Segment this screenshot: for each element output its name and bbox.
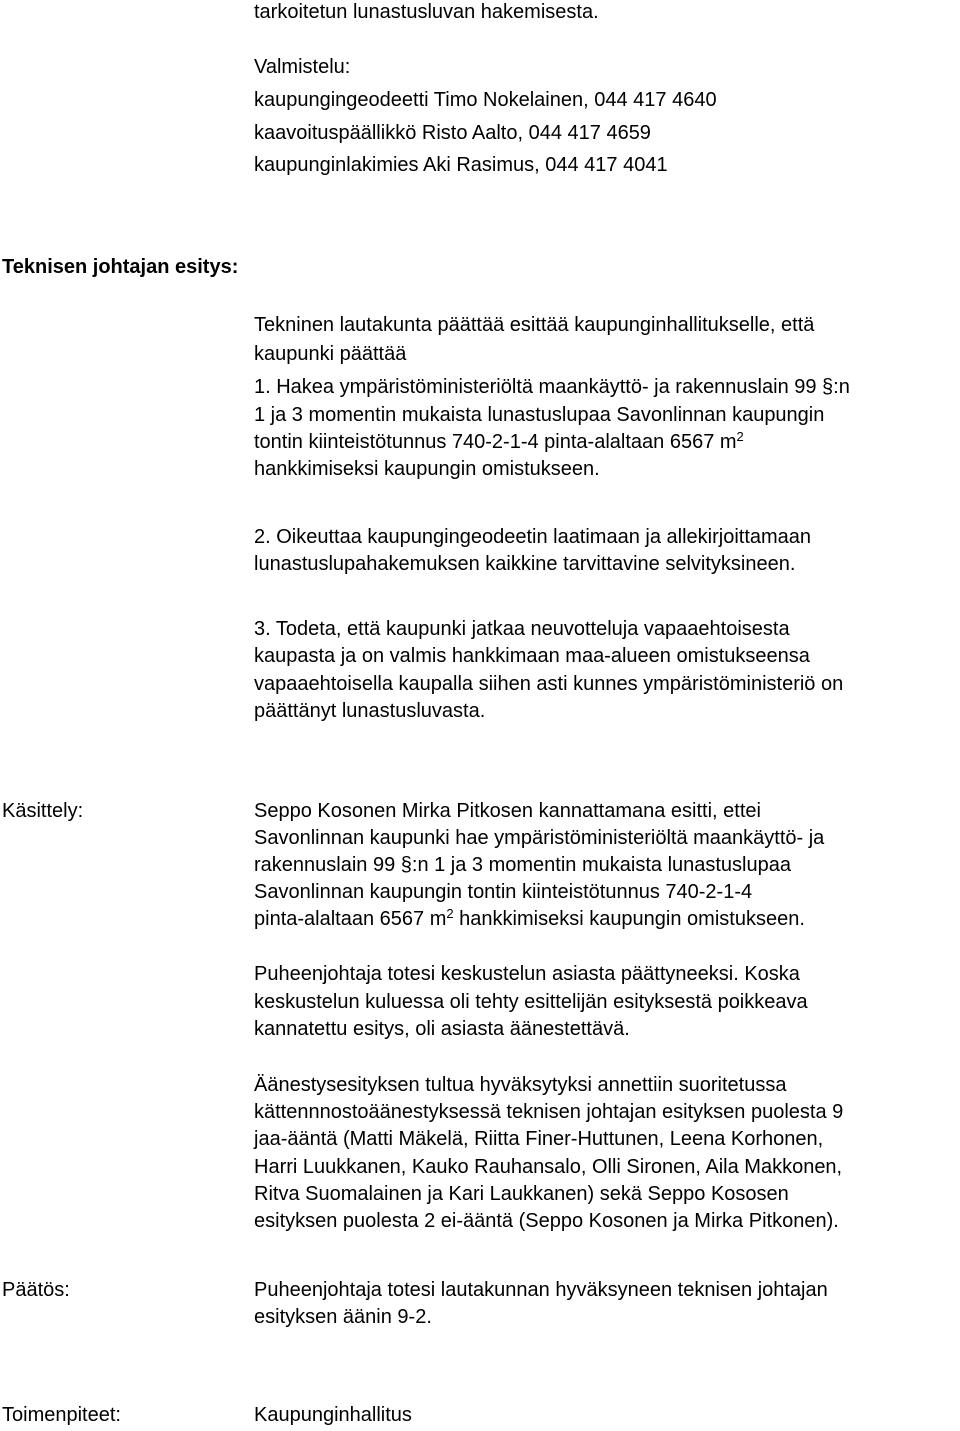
- esitys-item-1-line: [254, 430, 744, 456]
- kasittely-para-3-line: Ritva Suomalainen ja Kari Laukkanen) sekä Seppo Kososen: [254, 1183, 789, 1205]
- kasittely-para-1-text: pinta-alaltaan 6567 m: [254, 908, 447, 930]
- toimenpiteet-value: Kaupunginhallitus: [254, 1404, 412, 1426]
- superscript-2: 2: [446, 906, 454, 921]
- kasittely-para-1-line: rakennuslain 99 §:n 1 ja 3 momentin mukaista lunastuslupaa: [254, 854, 791, 876]
- esitys-item-3-line: vapaaehtoisella kaupalla siihen asti kunnes ympäristöministeriö on: [254, 673, 844, 695]
- kasittely-para-3-line: kättennnostoäänestyksessä teknisen johtajan esityksen puolesta 9: [254, 1101, 844, 1123]
- valmistelu-contact: kaavoituspäällikkö Risto Aalto, 044 417 4659: [254, 122, 651, 144]
- kasittely-para-1-line: Savonlinnan kaupunki hae ympäristöministeriöltä maankäyttö- ja: [254, 827, 825, 849]
- valmistelu-contact: kaupungingeodeetti Timo Nokelainen, 044 417 4640: [254, 89, 717, 111]
- valmistelu-contact: kaupunginlakimies Aki Rasimus, 044 417 4041: [254, 154, 668, 176]
- kasittely-para-1-tail: hankkimiseksi kaupungin omistukseen.: [453, 908, 805, 930]
- kasittely-para-2-line: kannatettu esitys, oli asiasta äänestettävä.: [254, 1018, 630, 1040]
- esitys-item-3-line: kaupasta ja on valmis hankkimaan maa-alueen omistukseensa: [254, 645, 810, 667]
- kasittely-para-2-line: Puheenjohtaja totesi keskustelun asiasta päättyneeksi. Koska: [254, 963, 800, 985]
- kasittely-para-1-line: [254, 907, 805, 933]
- toimenpiteet-label: Toimenpiteet:: [2, 1404, 121, 1426]
- superscript-2: 2: [736, 429, 744, 444]
- esitys-item-2-line: lunastuslupahakemuksen kaikkine tarvittavine selvityksineen.: [254, 553, 796, 575]
- valmistelu-heading: Valmistelu:: [254, 56, 351, 78]
- esitys-item-1-line: hankkimiseksi kaupungin omistukseen.: [254, 458, 600, 480]
- kasittely-para-1-line: Seppo Kosonen Mirka Pitkosen kannattamana esitti, ettei: [254, 800, 761, 822]
- paatos-line: Puheenjohtaja totesi lautakunnan hyväksyneen teknisen johtajan: [254, 1279, 828, 1301]
- paatos-line: esityksen äänin 9-2.: [254, 1306, 432, 1328]
- kasittely-label: Käsittely:: [2, 800, 84, 822]
- intro-line: tarkoitetun lunastusluvan hakemisesta.: [254, 1, 599, 23]
- kasittely-para-3-line: Äänestysesityksen tultua hyväksytyksi annettiin suoritetussa: [254, 1074, 787, 1096]
- esitys-item-1-line: 1. Hakea ympäristöministeriöltä maankäyttö- ja rakennuslain 99 §:n: [254, 376, 850, 398]
- kasittely-para-3-line: Harri Luukkanen, Kauko Rauhansalo, Olli Sironen, Aila Makkonen,: [254, 1156, 843, 1178]
- kasittely-para-2-line: keskustelun kuluessa oli tehty esittelijän esityksestä poikkeava: [254, 991, 808, 1013]
- esitys-item-3-line: 3. Todeta, että kaupunki jatkaa neuvotteluja vapaaehtoisesta: [254, 618, 790, 640]
- kasittely-para-3-line: esityksen puolesta 2 ei-ääntä (Seppo Kosonen ja Mirka Pitkonen).: [254, 1210, 839, 1232]
- esitys-item-1-text: tontin kiinteistötunnus 740-2-1-4 pinta-alaltaan 6567 m: [254, 431, 737, 453]
- esitys-intro-line: kaupunki päättää: [254, 343, 407, 365]
- esitys-item-2-line: 2. Oikeuttaa kaupungingeodeetin laatimaan ja allekirjoittamaan: [254, 526, 812, 548]
- esitys-item-1-line: 1 ja 3 momentin mukaista lunastuslupaa Savonlinnan kaupungin: [254, 404, 825, 426]
- paatos-label: Päätös:: [2, 1279, 70, 1301]
- esitys-label: Teknisen johtajan esitys:: [2, 256, 239, 278]
- esitys-item-3-line: päättänyt lunastusluvasta.: [254, 700, 486, 722]
- kasittely-para-3-line: jaa-ääntä (Matti Mäkelä, Riitta Finer-Huttunen, Leena Korhonen,: [254, 1128, 824, 1150]
- kasittely-para-1-line: Savonlinnan kaupungin tontin kiinteistötunnus 740-2-1-4: [254, 881, 753, 903]
- esitys-intro-line: Tekninen lautakunta päättää esittää kaupunginhallitukselle, että: [254, 314, 815, 336]
